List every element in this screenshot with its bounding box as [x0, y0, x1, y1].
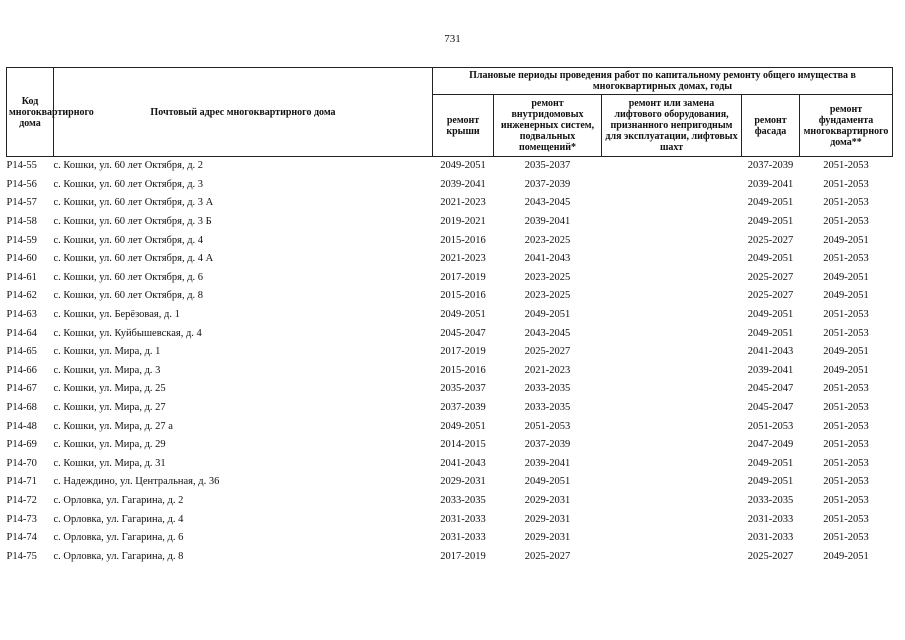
cell-facade: 2039-2041: [747, 364, 794, 376]
cell-foundation: 2051-2053: [823, 439, 869, 451]
cell-address: с. Кошки, ул. Мира, д. 27: [53, 402, 166, 414]
cell-foundation: 2051-2053: [823, 494, 869, 506]
cell-roof: 2049-2051: [440, 160, 486, 172]
cell-foundation: 2051-2053: [823, 383, 869, 395]
cell-code: Р14-55: [6, 160, 37, 172]
table-row: [7, 473, 893, 492]
cell-code: Р14-62: [6, 290, 37, 302]
cell-systems: 2041-2043: [524, 253, 571, 265]
header-periods: Плановые периоды проведения работ по капитальному ремонту общего имущества в многоквартирных домах, годы: [433, 68, 893, 95]
cell-roof: 2049-2051: [440, 309, 486, 321]
cell-facade: 2045-2047: [747, 402, 794, 414]
cell-roof: 2029-2031: [440, 476, 486, 488]
cell-elevator: [602, 194, 742, 213]
header-foundation: ремонт фундамента многоквартирного дома**: [800, 95, 893, 157]
cell-address: с. Надеждино, ул. Центральная, д. 36: [53, 476, 220, 488]
cell-systems: 2035-2037: [524, 160, 571, 172]
cell-foundation: 2051-2053: [823, 420, 869, 432]
cell-elevator: [602, 380, 742, 399]
cell-systems: 2049-2051: [524, 309, 571, 321]
cell-code: Р14-56: [6, 178, 37, 190]
cell-address: с. Кошки, ул. Мира, д. 31: [53, 457, 166, 469]
cell-elevator: [602, 417, 742, 436]
cell-code: Р14-60: [6, 253, 37, 265]
header-systems: ремонт внутридомовых инженерных систем, подвальных помещений*: [494, 95, 602, 157]
cell-elevator: [602, 399, 742, 418]
header-roof: ремонт крыши: [433, 95, 494, 157]
cell-facade: 2025-2027: [747, 271, 794, 283]
capital-repair-schedule-table: [6, 67, 893, 566]
cell-facade: 2025-2027: [747, 234, 794, 246]
cell-address: с. Кошки, ул. 60 лет Октября, д. 3 А: [53, 197, 214, 209]
cell-elevator: [602, 547, 742, 566]
cell-roof: 2049-2051: [440, 420, 486, 432]
cell-foundation: 2049-2051: [823, 290, 869, 302]
table-row: [7, 380, 893, 399]
cell-roof: 2031-2033: [440, 532, 486, 544]
cell-address: с. Кошки, ул. 60 лет Октября, д. 3 Б: [53, 216, 212, 228]
cell-facade: 2025-2027: [747, 550, 794, 562]
cell-code: Р14-64: [6, 327, 37, 339]
cell-elevator: [602, 473, 742, 492]
cell-foundation: 2049-2051: [823, 271, 869, 283]
cell-facade: 2041-2043: [747, 346, 794, 358]
cell-elevator: [602, 455, 742, 474]
cell-address: с. Кошки, ул. Куйбышевская, д. 4: [53, 327, 202, 339]
cell-facade: 2039-2041: [747, 178, 794, 190]
cell-elevator: [602, 250, 742, 269]
cell-code: Р14-72: [6, 494, 37, 506]
cell-elevator: [602, 287, 742, 306]
cell-code: Р14-59: [6, 234, 37, 246]
cell-foundation: 2051-2053: [823, 402, 869, 414]
cell-code: Р14-69: [6, 439, 37, 451]
cell-foundation: 2051-2053: [823, 309, 869, 321]
cell-foundation: 2051-2053: [823, 253, 869, 265]
cell-elevator: [602, 306, 742, 325]
cell-foundation: 2051-2053: [823, 327, 869, 339]
table-row: [7, 547, 893, 566]
cell-foundation: 2051-2053: [823, 513, 869, 525]
cell-facade: 2037-2039: [747, 160, 794, 172]
cell-foundation: 2049-2051: [823, 346, 869, 358]
table-row: [7, 529, 893, 548]
cell-foundation: 2051-2053: [823, 178, 869, 190]
cell-facade: 2049-2051: [747, 457, 794, 469]
cell-facade: 2047-2049: [747, 439, 794, 451]
cell-facade: 2049-2051: [747, 309, 794, 321]
cell-code: Р14-61: [6, 271, 37, 283]
cell-address: с. Кошки, ул. Берёзовая, д. 1: [53, 309, 180, 321]
cell-code: Р14-65: [6, 346, 37, 358]
cell-elevator: [602, 213, 742, 232]
cell-systems: 2023-2025: [524, 290, 571, 302]
cell-roof: 2017-2019: [440, 271, 486, 283]
cell-address: с. Кошки, ул. 60 лет Октября, д. 8: [53, 290, 204, 302]
cell-facade: 2049-2051: [747, 253, 794, 265]
cell-foundation: 2051-2053: [823, 457, 869, 469]
cell-roof: 2033-2035: [440, 494, 486, 506]
cell-roof: 2021-2023: [440, 197, 486, 209]
cell-foundation: 2049-2051: [823, 364, 869, 376]
cell-roof: 2014-2015: [440, 439, 486, 451]
cell-address: с. Кошки, ул. 60 лет Октября, д. 4 А: [53, 253, 214, 265]
cell-facade: 2045-2047: [747, 383, 794, 395]
cell-systems: 2037-2039: [524, 439, 571, 451]
table-row: [7, 306, 893, 325]
cell-address: с. Орловка, ул. Гагарина, д. 2: [53, 494, 184, 506]
cell-roof: 2015-2016: [440, 290, 486, 302]
cell-systems: 2025-2027: [524, 346, 571, 358]
cell-systems: 2029-2031: [524, 532, 571, 544]
cell-facade: 2049-2051: [747, 476, 794, 488]
cell-facade: 2031-2033: [747, 532, 794, 544]
cell-address: с. Кошки, ул. 60 лет Октября, д. 2: [53, 160, 204, 172]
cell-address: с. Орловка, ул. Гагарина, д. 4: [53, 513, 184, 525]
cell-facade: 2049-2051: [747, 197, 794, 209]
cell-elevator: [602, 157, 742, 176]
table-row: [7, 176, 893, 195]
cell-systems: 2023-2025: [524, 234, 571, 246]
cell-roof: 2017-2019: [440, 550, 486, 562]
cell-roof: 2037-2039: [440, 402, 486, 414]
cell-facade: 2031-2033: [747, 513, 794, 525]
table-row: [7, 231, 893, 250]
cell-systems: 2043-2045: [524, 197, 571, 209]
cell-systems: 2025-2027: [524, 550, 571, 562]
table-row: [7, 324, 893, 343]
header-elevator: ремонт или замена лифтового оборудования, признанного непригодным для эксплуатации, лифтовых шахт: [602, 95, 742, 157]
cell-systems: 2029-2031: [524, 513, 571, 525]
table-row: [7, 213, 893, 232]
cell-systems: 2039-2041: [524, 216, 571, 228]
cell-address: с. Кошки, ул. Мира, д. 25: [53, 383, 166, 395]
table-row: [7, 250, 893, 269]
cell-elevator: [602, 492, 742, 511]
cell-address: с. Кошки, ул. Мира, д. 29: [53, 439, 166, 451]
cell-roof: 2015-2016: [440, 234, 486, 246]
cell-foundation: 2051-2053: [823, 476, 869, 488]
cell-foundation: 2049-2051: [823, 234, 869, 246]
cell-roof: 2031-2033: [440, 513, 486, 525]
header-code: Код многоквартирного дома: [7, 68, 54, 157]
cell-elevator: [602, 510, 742, 529]
cell-foundation: 2051-2053: [823, 216, 869, 228]
cell-code: Р14-68: [6, 402, 37, 414]
cell-roof: 2021-2023: [440, 253, 486, 265]
cell-foundation: 2051-2053: [823, 160, 869, 172]
cell-foundation: 2051-2053: [823, 197, 869, 209]
table-row: [7, 417, 893, 436]
cell-code: Р14-66: [6, 364, 37, 376]
cell-roof: 2041-2043: [440, 457, 486, 469]
cell-facade: 2049-2051: [747, 216, 794, 228]
table-row: [7, 492, 893, 511]
cell-facade: 2049-2051: [747, 327, 794, 339]
cell-elevator: [602, 529, 742, 548]
cell-address: с. Кошки, ул. Мира, д. 1: [53, 346, 161, 358]
cell-code: Р14-48: [6, 420, 37, 432]
table-row: [7, 343, 893, 362]
cell-foundation: 2049-2051: [823, 550, 869, 562]
cell-code: Р14-73: [6, 513, 37, 525]
cell-systems: 2051-2053: [524, 420, 571, 432]
table-row: [7, 269, 893, 288]
cell-code: Р14-74: [6, 532, 37, 544]
cell-roof: 2035-2037: [440, 383, 486, 395]
cell-code: Р14-70: [6, 457, 37, 469]
table-row: [7, 436, 893, 455]
cell-elevator: [602, 324, 742, 343]
cell-code: Р14-58: [6, 216, 37, 228]
cell-elevator: [602, 231, 742, 250]
cell-elevator: [602, 269, 742, 288]
cell-facade: 2025-2027: [747, 290, 794, 302]
cell-systems: 2033-2035: [524, 383, 571, 395]
cell-systems: 2023-2025: [524, 271, 571, 283]
cell-roof: 2019-2021: [440, 216, 486, 228]
table-row: [7, 157, 893, 176]
cell-code: Р14-57: [6, 197, 37, 209]
header-facade: ремонт фасада: [742, 95, 800, 157]
table-row: [7, 510, 893, 529]
cell-systems: 2021-2023: [524, 364, 571, 376]
cell-roof: 2017-2019: [440, 346, 486, 358]
table-row: [7, 455, 893, 474]
table-row: [7, 287, 893, 306]
cell-code: Р14-75: [6, 550, 37, 562]
cell-elevator: [602, 176, 742, 195]
cell-systems: 2029-2031: [524, 494, 571, 506]
cell-code: Р14-63: [6, 309, 37, 321]
cell-roof: 2045-2047: [440, 327, 486, 339]
cell-address: с. Кошки, ул. 60 лет Октября, д. 3: [53, 178, 204, 190]
table-row: [7, 362, 893, 381]
cell-roof: 2039-2041: [440, 178, 486, 190]
cell-facade: 2051-2053: [747, 420, 794, 432]
cell-elevator: [602, 436, 742, 455]
cell-systems: 2039-2041: [524, 457, 571, 469]
cell-code: Р14-71: [6, 476, 37, 488]
cell-elevator: [602, 343, 742, 362]
cell-systems: 2033-2035: [524, 402, 571, 414]
header-address: Почтовый адрес многоквартирного дома: [54, 68, 433, 157]
cell-facade: 2033-2035: [747, 494, 794, 506]
cell-address: с. Кошки, ул. Мира, д. 3: [53, 364, 161, 376]
cell-address: с. Орловка, ул. Гагарина, д. 6: [53, 532, 184, 544]
cell-foundation: 2051-2053: [823, 532, 869, 544]
cell-systems: 2049-2051: [524, 476, 571, 488]
table-row: [7, 194, 893, 213]
cell-roof: 2015-2016: [440, 364, 486, 376]
cell-address: с. Орловка, ул. Гагарина, д. 8: [53, 550, 184, 562]
cell-systems: 2037-2039: [524, 178, 571, 190]
cell-code: Р14-67: [6, 383, 37, 395]
cell-address: с. Кошки, ул. 60 лет Октября, д. 4: [53, 234, 204, 246]
cell-address: с. Кошки, ул. Мира, д. 27 а: [53, 420, 173, 432]
cell-address: с. Кошки, ул. 60 лет Октября, д. 6: [53, 271, 204, 283]
page-number: 731: [444, 33, 461, 45]
table-row: [7, 399, 893, 418]
cell-elevator: [602, 362, 742, 381]
cell-systems: 2043-2045: [524, 327, 571, 339]
table-body: [7, 157, 893, 567]
